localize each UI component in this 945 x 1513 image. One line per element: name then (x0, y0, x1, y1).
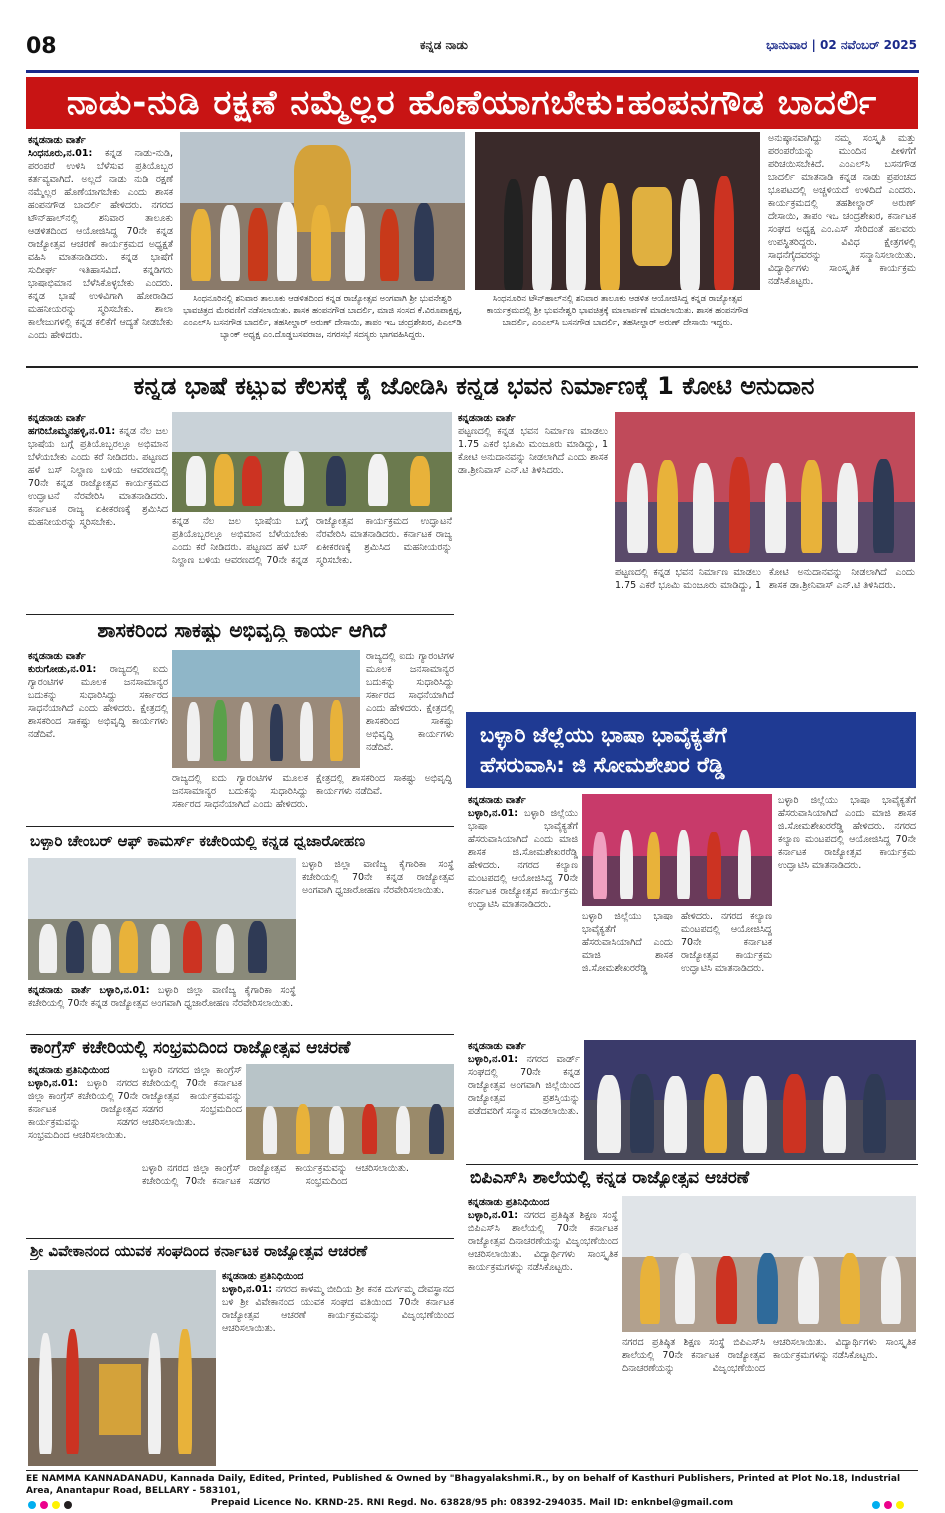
section7-photo (584, 1040, 916, 1160)
section2-column-1 (28, 412, 168, 612)
section8-column-2: ನಗರದ ಪ್ರತಿಷ್ಠಿತ ಶಿಕ್ಷಣ ಸಂಸ್ಥೆ ಬಿಪಿಎಸ್‌ಸಿ ಶಾಲೆಯಲ್ಲಿ 70ನೇ ಕರ್ನಾಟಕ ರಾಜ್ಯೋತ್ಸವ ದಿನಾಚರಣೆಯನ್ನು ವಿಜೃಂಭಣೆಯಿಂದ ಆಚರಿಸಲಾಯಿತು. ವಿದ್ಯಾರ್ಥಿಗಳು ಸಾಂಸ್ಕೃತಿಕ ಕಾರ್ಯಕ್ರಮಗಳನ್ನು ನಡೆಸಿಕೊಟ್ಟರು. (622, 1337, 916, 1374)
section3-headline: ಶಾಸಕರಿಂದ ಸಾಕಷ್ಟು ಅಭಿವೃದ್ಧಿ ಕಾರ್ಯ ಆಗಿದೆ (97, 618, 387, 642)
section4-kicker: ಕನ್ನಡನಾಡು ವಾರ್ತೆ (468, 795, 526, 806)
story1-photo-stage (475, 132, 760, 290)
section2-body-2: ಪಟ್ಟಣದಲ್ಲಿ ಕನ್ನಡ ಭವನ ನಿರ್ಮಾಣ ಮಾಡಲು 1.75 ಎಕರೆ ಭೂಮಿ ಮಂಜೂರು ಮಾಡಿದ್ದು, 1 ಕೋಟಿ ಅನುದಾನವನ್ನು ನೀಡಲಾಗಿದೆ ಎಂದು ಶಾಸಕ ಡಾ.ಶ್ರೀನಿವಾಸ್ ಎನ್.ಟಿ ತಿಳಿಸಿದರು. (458, 426, 608, 476)
divider (26, 366, 918, 368)
section4-photo (582, 794, 772, 906)
story1-kicker: ಕನ್ನಡನಾಡು ವಾರ್ತೆ (28, 135, 86, 146)
divider (466, 1164, 918, 1165)
story1-caption-1: ಸಿಂಧನೂರಿನಲ್ಲಿ ಶನಿವಾರ ತಾಲೂಕು ಆಡಳಿತದಿಂದ ಕನ್ನಡ ರಾಜ್ಯೋತ್ಸವ ಅಂಗವಾಗಿ ಶ್ರೀ ಭುವನೇಶ್ವರಿ ಭಾವಚಿತ್ರದ ಮೆರವಣಿಗೆ ನಡೆಸಲಾಯಿತು. ಶಾಸಕ ಹಂಪನಗೌಡ ಬಾದರ್ಲಿ, ಮಾಜಿ ಸಂಸದ ಕೆ.ವಿರೂಪಾಕ್ಷಪ್ಪ, ಎಂಎಲ್‌ಸಿ ಬಸನಗೌಡ ಬಾದರ್ಲಿ, ತಹಸೀಲ್ದಾರ್ ಅರುಣ್ ದೇಸಾಯಿ, ತಾಪಂ ಇಒ ಚಂದ್ರಶೇಖರ, ಪಿಎಲ್‌ಡಿ ಬ್ಯಾಂಕ್ ಅಧ್ಯಕ್ಷ ಎಂ.ದೊಡ್ಡಬಸವರಾಜ, ನಗರಸಭೆ ಸದಸ್ಯರು ಭಾಗವಹಿಸಿದ್ದರು. (183, 294, 462, 340)
section7-dateline: ಬಳ್ಳಾರಿ,ನ.01: (468, 1054, 519, 1065)
section2-body: ಕನ್ನಡ ನೆಲ ಜಲ ಭಾಷೆಯ ಬಗ್ಗೆ ಪ್ರತಿಯೊಬ್ಬರಲ್ಲೂ ಅಭಿಮಾನ ಬೆಳೆಯಬೇಕು ಎಂದು ಕರೆ ನೀಡಿದರು. ಪಟ್ಟಣದ ಹಳೆ ಬಸ್ ನಿಲ್ದಾಣ ಬಳಿಯ ಆವರಣದಲ್ಲಿ 70ನೇ ಕನ್ನಡ ರಾಜ್ಯೋತ್ಸವ ಕಾರ್ಯಕ್ರಮದ ಉದ್ಘಾಟನೆ ನೆರವೇರಿಸಿ ಮಾತನಾಡಿದರು. ಕರ್ನಾಟಕ ರಾಜ್ಯ ಏಕೀಕರಣಕ್ಕೆ ಶ್ರಮಿಸಿದ ಮಹನೀಯರನ್ನು ಸ್ಮರಿಸಬೇಕು. (28, 426, 168, 528)
footer-line-1: EE NAMMA KANNADANADU, Kannada Daily, Edited, Printed, Published & Owned by "Bhagyalakshmi.R., by on behalf of Kasthuri Publishers, Printed at Plot No.18, Industrial Area, Anantapur Road, BELLARY - 583101, (26, 1474, 901, 1496)
section2-dateline: ಹಗರಿಬೊಮ್ಮನಹಳ್ಳಿ,ನ.01: (28, 426, 116, 437)
section5-kicker: ಕನ್ನಡನಾಡು ವಾರ್ತೆ (28, 985, 92, 996)
section4-headline-line1: ಬಳ್ಳಾರಿ ಜೆಲ್ಲೆಯು ಭಾಷಾ ಭಾವೈಕ್ಯತೆಗೆ (480, 723, 727, 747)
section3-column-2: ರಾಜ್ಯದಲ್ಲಿ ಐದು ಗ್ಯಾರಂಟಿಗಳ ಮೂಲಕ ಜನಸಾಮಾನ್ಯರ ಬದುಕನ್ನು ಸುಧಾರಿಸಿದ್ದು ಸರ್ಕಾರದ ಸಾಧನೆಯಾಗಿದೆ ಎಂದು ಹೇಳಿದರು. ಕ್ಷೇತ್ರದಲ್ಲಿ ಶಾಸಕರಿಂದ ಸಾಕಷ್ಟು ಅಭಿವೃದ್ಧಿ ಕಾರ್ಯಗಳು ನಡೆದಿವೆ. (172, 773, 452, 810)
section4-headline-line2: ಹೆಸರುವಾಸಿ: ಜಿ ಸೋಮಶೇಖರ ರೆಡ್ಡಿ (480, 753, 725, 777)
section2-photo-flag (172, 412, 452, 512)
header-rule (26, 70, 919, 73)
story1-dateline: ಸಿಂಧನೂರು,ನ.01: (28, 148, 93, 159)
section2-column-2: ಕನ್ನಡ ನೆಲ ಜಲ ಭಾಷೆಯ ಬಗ್ಗೆ ಪ್ರತಿಯೊಬ್ಬರಲ್ಲೂ ಅಭಿಮಾನ ಬೆಳೆಯಬೇಕು ಎಂದು ಕರೆ ನೀಡಿದರು. ಪಟ್ಟಣದ ಹಳೆ ಬಸ್ ನಿಲ್ದಾಣ ಬಳಿಯ ಆವರಣದಲ್ಲಿ 70ನೇ ಕನ್ನಡ ರಾಜ್ಯೋತ್ಸವ ಕಾರ್ಯಕ್ರಮದ ಉದ್ಘಾಟನೆ ನೆರವೇರಿಸಿ ಮಾತನಾಡಿದರು. ಕರ್ನಾಟಕ ರಾಜ್ಯ ಏಕೀಕರಣಕ್ಕೆ ಶ್ರಮಿಸಿದ ಮಹನೀಯರನ್ನು ಸ್ಮರಿಸಬೇಕು. (172, 516, 452, 566)
section8-body: ನಗರದ ಪ್ರತಿಷ್ಠಿತ ಶಿಕ್ಷಣ ಸಂಸ್ಥೆ ಬಿಪಿಎಸ್‌ಸಿ ಶಾಲೆಯಲ್ಲಿ 70ನೇ ಕರ್ನಾಟಕ ರಾಜ್ಯೋತ್ಸವ ದಿನಾಚರಣೆಯನ್ನು ವಿಜೃಂಭಣೆಯಿಂದ ಆಚರಿಸಲಾಯಿತು. ವಿದ್ಯಾರ್ಥಿಗಳು ಸಾಂಸ್ಕೃತಿಕ ಕಾರ್ಯಕ್ರಮಗಳನ್ನು ನಡೆಸಿಕೊಟ್ಟರು. (468, 1210, 618, 1273)
section5-body: ಬಳ್ಳಾರಿ ಜಿಲ್ಲಾ ವಾಣಿಜ್ಯ ಕೈಗಾರಿಕಾ ಸಂಸ್ಥೆ ಕಚೇರಿಯಲ್ಲಿ 70ನೇ ಕನ್ನಡ ರಾಜ್ಯೋತ್ಸವ ಅಂಗವಾಗಿ ಧ್ವಜಾರೋಹಣ ನೆರವೇರಿಸಲಾಯಿತು. (28, 985, 296, 1009)
section5-headline: ಬಳ್ಳಾರಿ ಚೇಂಬರ್ ಆಫ್ ಕಾಮರ್ಸ್ ಕಚೇರಿಯಲ್ಲಿ ಕನ್ನಡ ಧ್ವಜಾರೋಹಣ (30, 832, 365, 850)
section6-column-1 (28, 1064, 138, 1234)
lead-banner-headline: ನಾಡು-ನುಡಿ ರಕ್ಷಣೆ ನಮ್ಮೆಲ್ಲರ ಹೊಣೆಯಾಗಬೇಕು:ಹಂಪನಗೌಡ ಬಾದರ್ಲಿ (26, 77, 918, 129)
section3-dateline: ಕುರುಗೋಡು,ನ.01: (28, 664, 97, 675)
section5-photo (28, 858, 296, 980)
section2-column-4: ಪಟ್ಟಣದಲ್ಲಿ ಕನ್ನಡ ಭವನ ನಿರ್ಮಾಣ ಮಾಡಲು 1.75 ಎಕರೆ ಭೂಮಿ ಮಂಜೂರು ಮಾಡಿದ್ದು, 1 ಕೋಟಿ ಅನುದಾನವನ್ನು ನೀಡಲಾಗಿದೆ ಎಂದು ಶಾಸಕ ಡಾ.ಶ್ರೀನಿವಾಸ್ ಎನ್.ಟಿ ತಿಳಿಸಿದರು. (615, 567, 915, 591)
section3-body: ರಾಜ್ಯದಲ್ಲಿ ಐದು ಗ್ಯಾರಂಟಿಗಳ ಮೂಲಕ ಜನಸಾಮಾನ್ಯರ ಬದುಕನ್ನು ಸುಧಾರಿಸಿದ್ದು ಸರ್ಕಾರದ ಸಾಧನೆಯಾಗಿದೆ ಎಂದು ಹೇಳಿದರು. ಕ್ಷೇತ್ರದಲ್ಲಿ ಶಾಸಕರಿಂದ ಸಾಕಷ್ಟು ಅಭಿವೃದ್ಧಿ ಕಾರ್ಯಗಳು ನಡೆದಿವೆ. (28, 664, 168, 740)
section9-dateline: ಬಳ್ಳಾರಿ,ನ.01: (222, 1284, 273, 1295)
section2-kicker: ಕನ್ನಡನಾಡು ವಾರ್ತೆ (28, 413, 86, 424)
section2-headline: ಕನ್ನಡ ಭಾಷೆ ಕಟ್ಟುವ ಕೆಲಸಕ್ಕೆ ಕೈ ಜೋಡಿಸಿ ಕನ್ನಡ ಭವನ ನಿರ್ಮಾಣಕ್ಕೆ 1 ಕೋಟಿ ಅನುದಾನ (133, 372, 815, 400)
section2-column-3 (458, 412, 608, 712)
divider (26, 614, 454, 615)
footer-imprint (26, 1473, 918, 1509)
section6-headline: ಕಾಂಗ್ರೆಸ್ ಕಚೇರಿಯಲ್ಲಿ ಸಂಭ್ರಮದಿಂದ ರಾಜ್ಯೋತ್ಸವ ಆಚರಣೆ (30, 1038, 351, 1058)
page-number: 08 (26, 34, 57, 59)
section5-column-2: ಬಳ್ಳಾರಿ ಜಿಲ್ಲಾ ವಾಣಿಜ್ಯ ಕೈಗಾರಿಕಾ ಸಂಸ್ಥೆ ಕಚೇರಿಯಲ್ಲಿ 70ನೇ ಕನ್ನಡ ರಾಜ್ಯೋತ್ಸವ ಅಂಗವಾಗಿ ಧ್ವಜಾರೋಹಣ ನೆರವೇರಿಸಲಾಯಿತು. (302, 859, 454, 896)
section4-column-3: ಬಳ್ಳಾರಿ ಜಿಲ್ಲೆಯು ಭಾಷಾ ಭಾವೈಕ್ಯತೆಗೆ ಹೆಸರುವಾಸಿಯಾಗಿದೆ ಎಂದು ಮಾಜಿ ಶಾಸಕ ಜಿ.ಸೋಮಶೇಖರರೆಡ್ಡಿ ಹೇಳಿದರು. ನಗರದ ಕಲ್ಯಾಣ ಮಂಟಪದಲ್ಲಿ ಆಯೋಜಿಸಿದ್ದ 70ನೇ ಕರ್ನಾಟಕ ರಾಜ್ಯೋತ್ಸವ ಕಾರ್ಯಕ್ರಮ ಉದ್ಘಾಟಿಸಿ ಮಾತನಾಡಿದರು. (778, 795, 916, 871)
section9-photo (28, 1270, 216, 1466)
section6-photo (246, 1064, 454, 1160)
section7-column (468, 1040, 580, 1160)
section5-column-1 (28, 984, 296, 1030)
story1-left-column (28, 134, 173, 362)
section2-photo-stage (615, 412, 915, 562)
section8-kicker: ಕನ್ನಡನಾಡು ಪ್ರತಿನಿಧಿಯಿಂದ (468, 1197, 550, 1208)
divider (26, 826, 454, 827)
story1-caption-2: ಸಿಂಧನೂರಿನ ಟೌನ್‌ಹಾಲ್‌ನಲ್ಲಿ ಶನಿವಾರ ತಾಲೂಕು ಆಡಳಿತ ಆಯೋಜಿಸಿದ್ದ ಕನ್ನಡ ರಾಜ್ಯೋತ್ಸವ ಕಾರ್ಯಕ್ರಮದಲ್ಲಿ ಶ್ರೀ ಭುವನೇಶ್ವರಿ ಭಾವಚಿತ್ರಕ್ಕೆ ಮಾಲಾರ್ಪಣೆ ಮಾಡಲಾಯಿತು. ಶಾಸಕ ಹಂಪನಗೌಡ ಬಾದರ್ಲಿ, ಎಂಎಲ್‌ಸಿ ಬಸನಗೌಡ ಬಾದರ್ಲಿ, ತಹಸೀಲ್ದಾರ್ ಅರುಣ್ ದೇಸಾಯಿ ಇದ್ದರು. (486, 294, 749, 328)
section3-column-3: ರಾಜ್ಯದಲ್ಲಿ ಐದು ಗ್ಯಾರಂಟಿಗಳ ಮೂಲಕ ಜನಸಾಮಾನ್ಯರ ಬದುಕನ್ನು ಸುಧಾರಿಸಿದ್ದು ಸರ್ಕಾರದ ಸಾಧನೆಯಾಗಿದೆ ಎಂದು ಹೇಳಿದರು. ಕ್ಷೇತ್ರದಲ್ಲಿ ಶಾಸಕರಿಂದ ಸಾಕಷ್ಟು ಅಭಿವೃದ್ಧಿ ಕಾರ್ಯಗಳು ನಡೆದಿವೆ. (366, 651, 454, 753)
section6-dateline: ಬಳ್ಳಾರಿ,ನ.01: (28, 1078, 79, 1089)
divider (26, 1238, 454, 1239)
section4-body: ಬಳ್ಳಾರಿ ಜಿಲ್ಲೆಯು ಭಾಷಾ ಭಾವೈಕ್ಯತೆಗೆ ಹೆಸರುವಾಸಿಯಾಗಿದೆ ಎಂದು ಮಾಜಿ ಶಾಸಕ ಜಿ.ಸೋಮಶೇಖರರೆಡ್ಡಿ ಹೇಳಿದರು. ನಗರದ ಕಲ್ಯಾಣ ಮಂಟಪದಲ್ಲಿ ಆಯೋಜಿಸಿದ್ದ 70ನೇ ಕರ್ನಾಟಕ ರಾಜ್ಯೋತ್ಸವ ಕಾರ್ಯಕ್ರಮ ಉದ್ಘಾಟಿಸಿ ಮಾತನಾಡಿದರು. (468, 808, 578, 910)
section7-body: ನಗರದ ವಾರ್ಡ್ ಸಂಘದಲ್ಲಿ 70ನೇ ಕನ್ನಡ ರಾಜ್ಯೋತ್ಸವ ಅಂಗವಾಗಿ ಜಿಲ್ಲೆಯಿಂದ ರಾಜ್ಯೋತ್ಸವ ಪ್ರಶಸ್ತಿಯನ್ನು ಪಡೆದವರಿಗೆ ಸನ್ಮಾನ ಮಾಡಲಾಯಿತು. (468, 1054, 580, 1117)
section8-column-1 (468, 1196, 618, 1466)
section5-dateline: ಬಳ್ಳಾರಿ,ನ.01: (99, 985, 150, 996)
date-line: ಭಾನುವಾರ | 02 ನವೆಂಬರ್ 2025 (766, 38, 917, 52)
section9-body: ನಗರದ ಕಾಳಮ್ಮ ಬೀದಿಯ ಶ್ರೀ ಕನಕ ದುರ್ಗಮ್ಮ ದೇವಸ್ಥಾನದ ಬಳಿ ಶ್ರೀ ವಿವೇಕಾನಂದ ಯುವಕ ಸಂಘದ ವತಿಯಿಂದ 70ನೇ ಕರ್ನಾಟಕ ರಾಜ್ಯೋತ್ಸವ ಆಚರಣೆ ಕಾರ್ಯಕ್ರಮವನ್ನು ವಿಜೃಂಭಣೆಯಿಂದ ಆಚರಿಸಲಾಯಿತು. (222, 1284, 454, 1334)
divider (26, 1034, 454, 1035)
section6-kicker: ಕನ್ನಡನಾಡು ಪ್ರತಿನಿಧಿಯಿಂದ (28, 1065, 110, 1076)
section4-headline-box (466, 712, 916, 788)
section4-column-2: ಬಳ್ಳಾರಿ ಜಿಲ್ಲೆಯು ಭಾಷಾ ಭಾವೈಕ್ಯತೆಗೆ ಹೆಸರುವಾಸಿಯಾಗಿದೆ ಎಂದು ಮಾಜಿ ಶಾಸಕ ಜಿ.ಸೋಮಶೇಖರರೆಡ್ಡಿ ಹೇಳಿದರು. ನಗರದ ಕಲ್ಯಾಣ ಮಂಟಪದಲ್ಲಿ ಆಯೋಜಿಸಿದ್ದ 70ನೇ ಕರ್ನಾಟಕ ರಾಜ್ಯೋತ್ಸವ ಕಾರ್ಯಕ್ರಮ ಉದ್ಘಾಟಿಸಿ ಮಾತನಾಡಿದರು. (582, 911, 772, 974)
section2-kicker-2: ಕನ್ನಡನಾಡು ವಾರ್ತೆ (458, 413, 516, 424)
section4-column-1 (468, 794, 578, 1034)
section8-dateline: ಬಳ್ಳಾರಿ,ನ.01: (468, 1210, 519, 1221)
section9-column (222, 1270, 454, 1466)
story1-right-column: ಅನುಷ್ಠಾನವಾಗಿದ್ದು ನಮ್ಮ ಸಂಸ್ಕೃತಿ ಮತ್ತು ಪರಂಪರೆಯನ್ನು ಮುಂದಿನ ಪೀಳಿಗೆಗೆ ಪರಿಚಯಿಸಬೇಕಿದೆ. ಎಂಎಲ್‌ಸಿ ಬಸನಗೌಡ ಬಾದರ್ಲಿ ಮಾತನಾಡಿ ಕನ್ನಡ ನಾಡು ಪ್ರಪಂಚದ ಭೂಪಟದಲ್ಲಿ ಅಚ್ಚಳಿಯದೆ ಉಳಿದಿದೆ ಎಂದರು. ಕಾರ್ಯಕ್ರಮದಲ್ಲಿ ತಹಶೀಲ್ದಾರ್ ಅರುಣ್ ದೇಸಾಯಿ, ತಾಪಂ ಇಒ ಚಂದ್ರಶೇಖರ, ಕರ್ನಾಟಕ ಸಂಘದ ಅಧ್ಯಕ್ಷ ಎಂ.ಎಸ್ ಸೇರಿದಂತೆ ಹಲವರು ಉಪಸ್ಥಿತರಿದ್ದರು. ವಿವಿಧ ಕ್ಷೇತ್ರಗಳಲ್ಲಿ ಸಾಧನೆಗೈದವರನ್ನು ಸನ್ಮಾನಿಸಲಾಯಿತು. ವಿದ್ಯಾರ್ಥಿಗಳು ಸಾಂಸ್ಕೃತಿಕ ಕಾರ್ಯಕ್ರಮ ನಡೆಸಿಕೊಟ್ಟರು. (768, 133, 916, 287)
story1-photo-procession (180, 132, 465, 290)
section4-dateline: ಬಳ್ಳಾರಿ,ನ.01: (468, 808, 519, 819)
section3-kicker: ಕನ್ನಡನಾಡು ವಾರ್ತೆ (28, 651, 86, 662)
registration-marks-left (28, 1494, 76, 1513)
section3-photo (172, 650, 360, 768)
section3-column-1 (28, 650, 168, 820)
footer-line-2: Prepaid Licence No. KRND-25. RNI Regd. No. 63828/95 ph: 08392-294035. Mail ID: enknbel@gmail.com (210, 1498, 734, 1508)
section7-kicker: ಕನ್ನಡನಾಡು ವಾರ್ತೆ (468, 1041, 526, 1052)
section9-headline: ಶ್ರೀ ವಿವೇಕಾನಂದ ಯುವಕ ಸಂಘದಿಂದ ಕರ್ನಾಟಕ ರಾಜ್ಯೋತ್ಸವ ಆಚರಣೆ (30, 1242, 368, 1260)
section6-column-2: ಬಳ್ಳಾರಿ ನಗರದ ಜಿಲ್ಲಾ ಕಾಂಗ್ರೆಸ್ ಕಚೇರಿಯಲ್ಲಿ 70ನೇ ಕರ್ನಾಟಕ ರಾಜ್ಯೋತ್ಸವ ಕಾರ್ಯಕ್ರಮವನ್ನು ಸಡಗರ ಸಂಭ್ರಮದಿಂದ ಆಚರಿಸಲಾಯಿತು. (142, 1065, 242, 1128)
section8-headline: ಬಿಪಿಎಸ್‌ಸಿ ಶಾಲೆಯಲ್ಲಿ ಕನ್ನಡ ರಾಜ್ಯೋತ್ಸವ ಆಚರಣೆ (470, 1168, 750, 1188)
section9-kicker: ಕನ್ನಡನಾಡು ಪ್ರತಿನಿಧಿಯಿಂದ (222, 1271, 304, 1282)
section6-body: ಬಳ್ಳಾರಿ ನಗರದ ಜಿಲ್ಲಾ ಕಾಂಗ್ರೆಸ್ ಕಚೇರಿಯಲ್ಲಿ 70ನೇ ಕರ್ನಾಟಕ ರಾಜ್ಯೋತ್ಸವ ಕಾರ್ಯಕ್ರಮವನ್ನು ಸಡಗರ ಸಂಭ್ರಮದಿಂದ ಆಚರಿಸಲಾಯಿತು. (28, 1078, 138, 1141)
registration-marks-right (872, 1494, 908, 1513)
story1-body: ಕನ್ನಡ ನಾಡು-ನುಡಿ, ಪರಂಪರೆ ಉಳಿಸಿ ಬೆಳೆಸುವ ಪ್ರತಿಯೊಬ್ಬರ ಕರ್ತವ್ಯವಾಗಿದೆ. ಅಲ್ಲದೆ ನಾಡು ನುಡಿ ರಕ್ಷಣೆ ನಮ್ಮೆಲ್ಲರ ಹೊಣೆಯಾಗಬೇಕು ಎಂದು ಶಾಸಕ ಹಂಪನಗೌಡ ಬಾದರ್ಲಿ ಹೇಳಿದರು. ನಗರದ ಟೌನ್‌ಹಾಲ್‌ನಲ್ಲಿ ಶನಿವಾರ ತಾಲೂಕು ಆಡಳಿತದಿಂದ ಆಯೋಜಿಸಿದ್ದ 70ನೇ ಕನ್ನಡ ರಾಜ್ಯೋತ್ಸವ ಆಚರಣೆ ಕಾರ್ಯಕ್ರಮದ ಅಧ್ಯಕ್ಷತೆ ವಹಿಸಿ ಮಾತನಾಡಿದರು. ಕನ್ನಡ ಭಾಷೆಗೆ ಸುದೀರ್ಘ ಇತಿಹಾಸವಿದೆ. ಕನ್ನಡಿಗರು ಭಾಷಾಭಿಮಾನ ಬೆಳೆಸಿಕೊಳ್ಳಬೇಕು ಎಂದರು. ಕನ್ನಡ ಭಾಷೆ ಉಳಿವಿಗಾಗಿ ಹೋರಾಡಿದ ಮಹನೀಯರನ್ನು ಸ್ಮರಿಸಬೇಕು. ಶಾಲಾ ಕಾಲೇಜುಗಳಲ್ಲಿ ಕನ್ನಡ ಕಲಿಕೆಗೆ ಆದ್ಯತೆ ನೀಡಬೇಕು ಎಂದು ಹೇಳಿದರು. (28, 148, 173, 341)
divider (26, 1470, 918, 1471)
section6-column-3: ಬಳ್ಳಾರಿ ನಗರದ ಜಿಲ್ಲಾ ಕಾಂಗ್ರೆಸ್ ಕಚೇರಿಯಲ್ಲಿ 70ನೇ ಕರ್ನಾಟಕ ರಾಜ್ಯೋತ್ಸವ ಕಾರ್ಯಕ್ರಮವನ್ನು ಸಡಗರ ಸಂಭ್ರಮದಿಂದ ಆಚರಿಸಲಾಯಿತು. (142, 1163, 409, 1187)
masthead: ಕನ್ನಡ ನಾಡು (420, 38, 468, 52)
section8-photo (622, 1196, 916, 1332)
